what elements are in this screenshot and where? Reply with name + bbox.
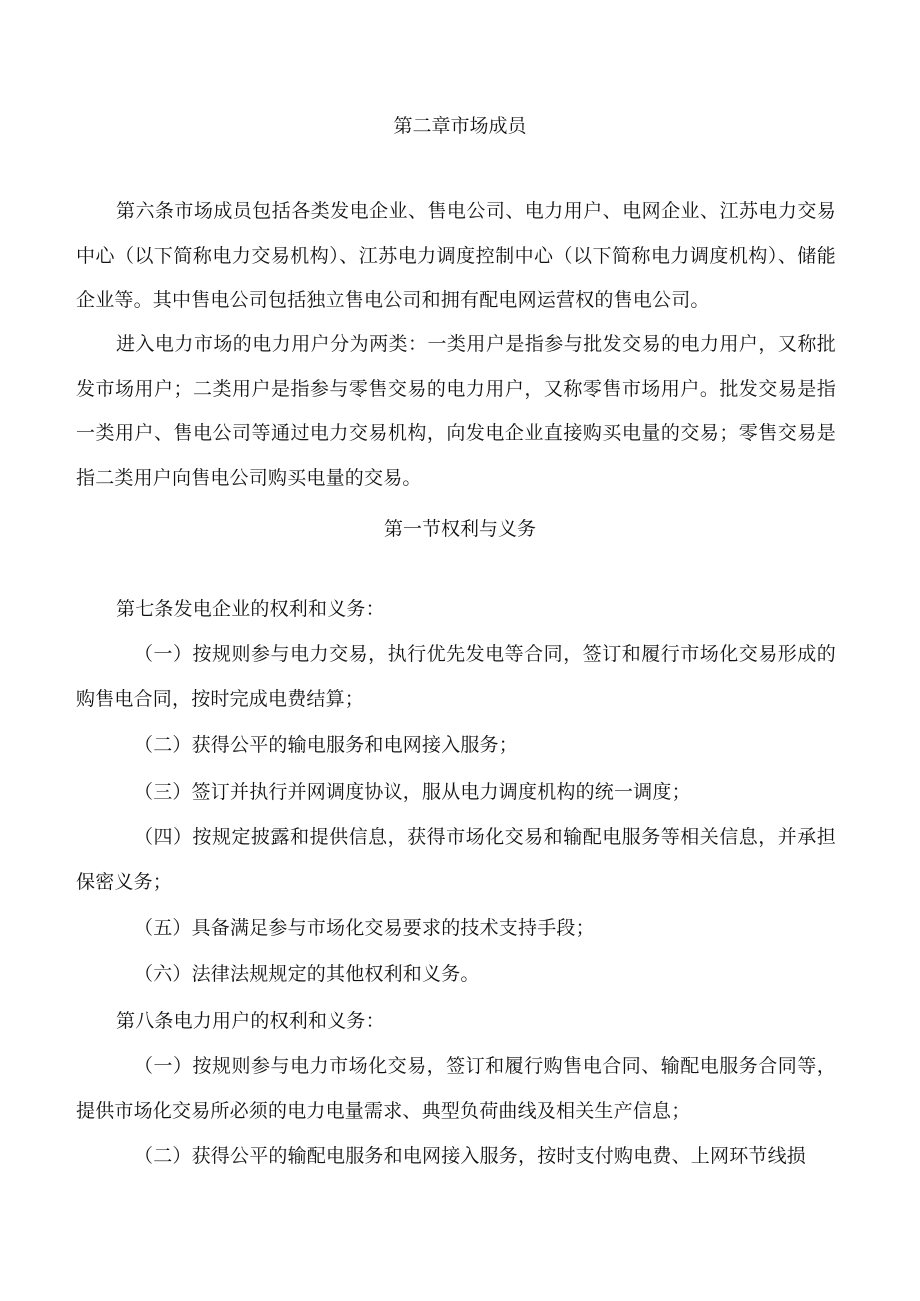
article-6-paragraph: 第六条市场成员包括各类发电企业、售电公司、电力用户、电网企业、江苏电力交易中心（以下简称电力交易机构）、江苏电力调度控制中心（以下简称电力调度机构）、储能企业等。其中售电公司包括独立售电公司和拥有配电网运营权的售电公司。 (76, 200, 836, 311)
article-8-title: 第八条电力用户的权利和义务： (116, 1010, 385, 1032)
article-7-item-3: （三）签订并执行并网调度协议，服从电力调度机构的统一调度； (134, 781, 691, 803)
article-7-item-5: （五）具备满足参与市场化交易要求的技术支持手段； (134, 917, 595, 939)
article-7-item-4: （四）按规定披露和提供信息，获得市场化交易和输配电服务等相关信息，并承担保密义务； (76, 826, 836, 893)
article-7-item-2: （二）获得公平的输电服务和电网接入服务； (134, 734, 519, 756)
article-7-title: 第七条发电企业的权利和义务： (116, 598, 385, 620)
user-types-paragraph: 进入电力市场的电力用户分为两类：一类用户是指参与批发交易的电力用户，又称批发市场用户；二类用户是指参与零售交易的电力用户，又称零售市场用户。批发交易是指一类用户、售电公司等通过电力交易机构，向发电企业直接购买电量的交易；零售交易是指二类用户向售电公司购买电量的交易。 (76, 333, 836, 489)
article-7-item-1: （一）按规则参与电力交易，执行优先发电等合同，签订和履行市场化交易形成的购售电合同，按时完成电费结算； (76, 643, 836, 710)
chapter-title: 第二章市场成员 (393, 115, 527, 137)
article-7-item-6: （六）法律法规规定的其他权利和义务。 (134, 963, 480, 985)
article-8-item-1: （一）按规则参与电力市场化交易，签订和履行购售电合同、输配电服务合同等，提供市场化交易所必须的电力电量需求、典型负荷曲线及相关生产信息； (76, 1055, 836, 1122)
section-title: 第一节权利与义务 (383, 518, 536, 540)
article-8-item-2: （二）获得公平的输配电服务和电网接入服务，按时支付购电费、上网环节线损 (134, 1145, 807, 1167)
